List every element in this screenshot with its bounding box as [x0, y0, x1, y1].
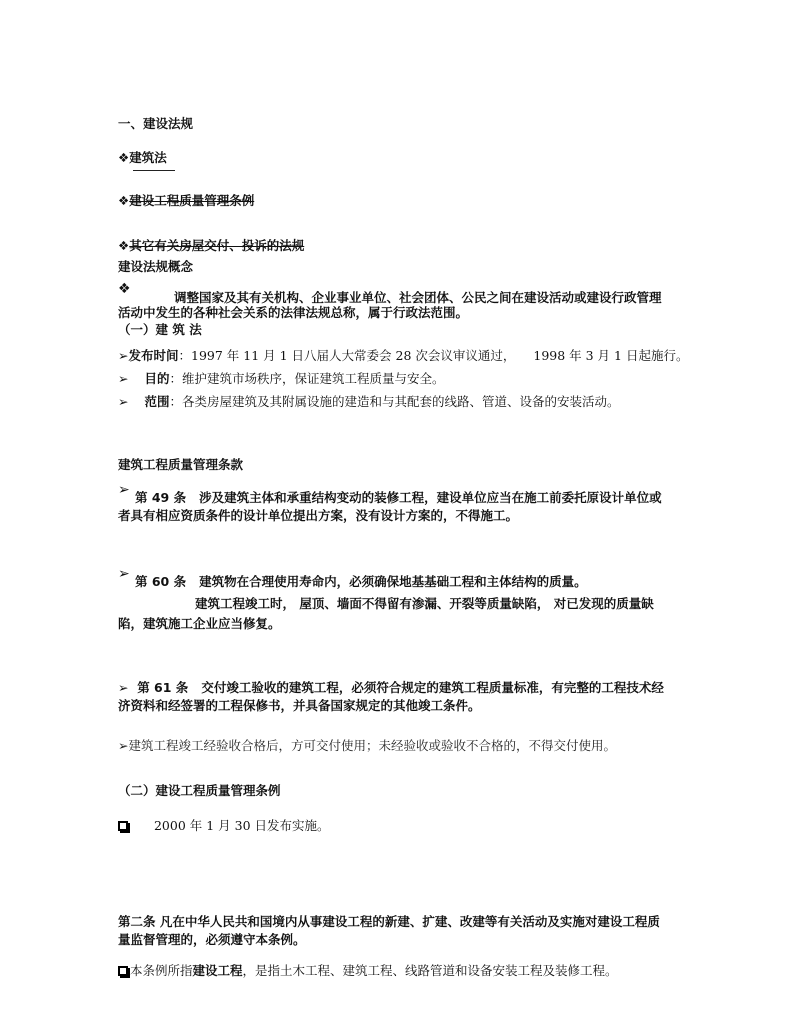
clauses-title: 建筑工程质量管理条款: [118, 457, 244, 472]
section-heading: 一、建设法规: [118, 116, 194, 131]
arrow-bullet-icon: ➢: [118, 738, 129, 753]
regulation-date: 2000 年 1 月 30 日发布实施。: [118, 818, 330, 834]
bullet-label: 建筑法: [129, 150, 167, 165]
article-number: 第 60 条: [135, 574, 187, 589]
checkbox-bullet-icon: [118, 966, 128, 976]
regulation-article-2: 第二条 凡在中华人民共和国境内从事建设工程的新建、扩建、改建等有关活动及实施对建设工程质量监督管理的，必须遵守本条例。: [118, 914, 660, 947]
bullet-quality-regulation[interactable]: [118, 193, 254, 209]
arrow-bullet-icon: ➢: [118, 680, 129, 695]
article-text: 交付竣工验收的建筑工程，必须符合规定的建筑工程质量标准，有完整的工程技术经济资料和经签署的工程保修书，并具备国家规定的其他竣工条件。: [118, 680, 664, 713]
article-number: 第 61 条: [137, 680, 189, 695]
underline: [133, 170, 175, 171]
article-60: [118, 573, 666, 591]
arrow-bullet-icon: ➢: [118, 482, 130, 498]
arrow-bullet-icon: ➢: [118, 348, 129, 363]
article-61: [118, 679, 666, 715]
article-text: 涉及建筑主体和承重结构变动的装修工程，建设单位应当在施工前委托原设计单位或者具有相应资质条件的设计单位提出方案，没有设计方案的，不得施工。: [118, 490, 662, 523]
regulation-definition: 本条例所指建设工程，是指土木工程、建筑工程、线路管道和设备安装工程及装修工程。: [118, 963, 618, 979]
diamond-bullet-icon: ❖: [118, 150, 130, 165]
arrow-bullet-icon: ➢: [118, 394, 129, 409]
law-purpose: ➢ 目的：维护建筑市场秩序，保证建筑工程质量与安全。: [118, 371, 445, 386]
bullet-label: 其它有关房屋交付、投诉的法规: [129, 238, 305, 253]
acceptance-note: ➢建筑工程竣工经验收合格后，方可交付使用；未经验收或验收不合格的，不得交付使用。: [118, 738, 616, 753]
bullet-construction-law[interactable]: [118, 150, 167, 166]
regulation-title: （二）建设工程质量管理条例: [118, 783, 281, 798]
concept-text: 调整国家及其有关机构、企业事业单位、社会团体、公民之间在建设活动或建设行政管理活动中发生的各种社会关系的法律法规总称，属于行政法范围。: [118, 290, 662, 320]
diamond-bullet-icon: ❖: [118, 193, 130, 208]
bullet-other-regulations[interactable]: [118, 238, 304, 254]
law-scope: ➢ 范围：各类房屋建筑及其附属设施的建造和与其配套的线路、管道、设备的安装活动。: [118, 394, 620, 409]
article-60-text2: 建筑工程竣工时， 屋顶、墙面不得留有渗漏、开裂等质量缺陷， 对已发现的质量缺陷，建筑施工企业应当修复。: [118, 596, 654, 631]
arrow-bullet-icon: ➢: [118, 371, 129, 386]
arrow-bullet-icon: ➢: [118, 566, 130, 582]
bullet-label: 建设工程质量管理条例: [129, 193, 255, 208]
diamond-bullet-icon: ❖: [118, 281, 131, 297]
checkbox-bullet-icon: [118, 821, 128, 831]
article-text: 建筑物在合理使用寿命内，必须确保地基基础工程和主体结构的质量。: [199, 574, 587, 589]
diamond-bullet-icon: ❖: [118, 238, 130, 253]
law-issued: ➢发布时间：1997 年 11 月 1 日八届人大常委会 28 次会议审议通过， 1998 年 3 月 1 日起施行。: [118, 348, 689, 363]
law-title: （一）建 筑 法: [118, 322, 202, 337]
article-number: 第 49 条: [135, 490, 187, 505]
concept-title: 建设法规概念: [118, 259, 194, 274]
article-49: [118, 489, 666, 525]
